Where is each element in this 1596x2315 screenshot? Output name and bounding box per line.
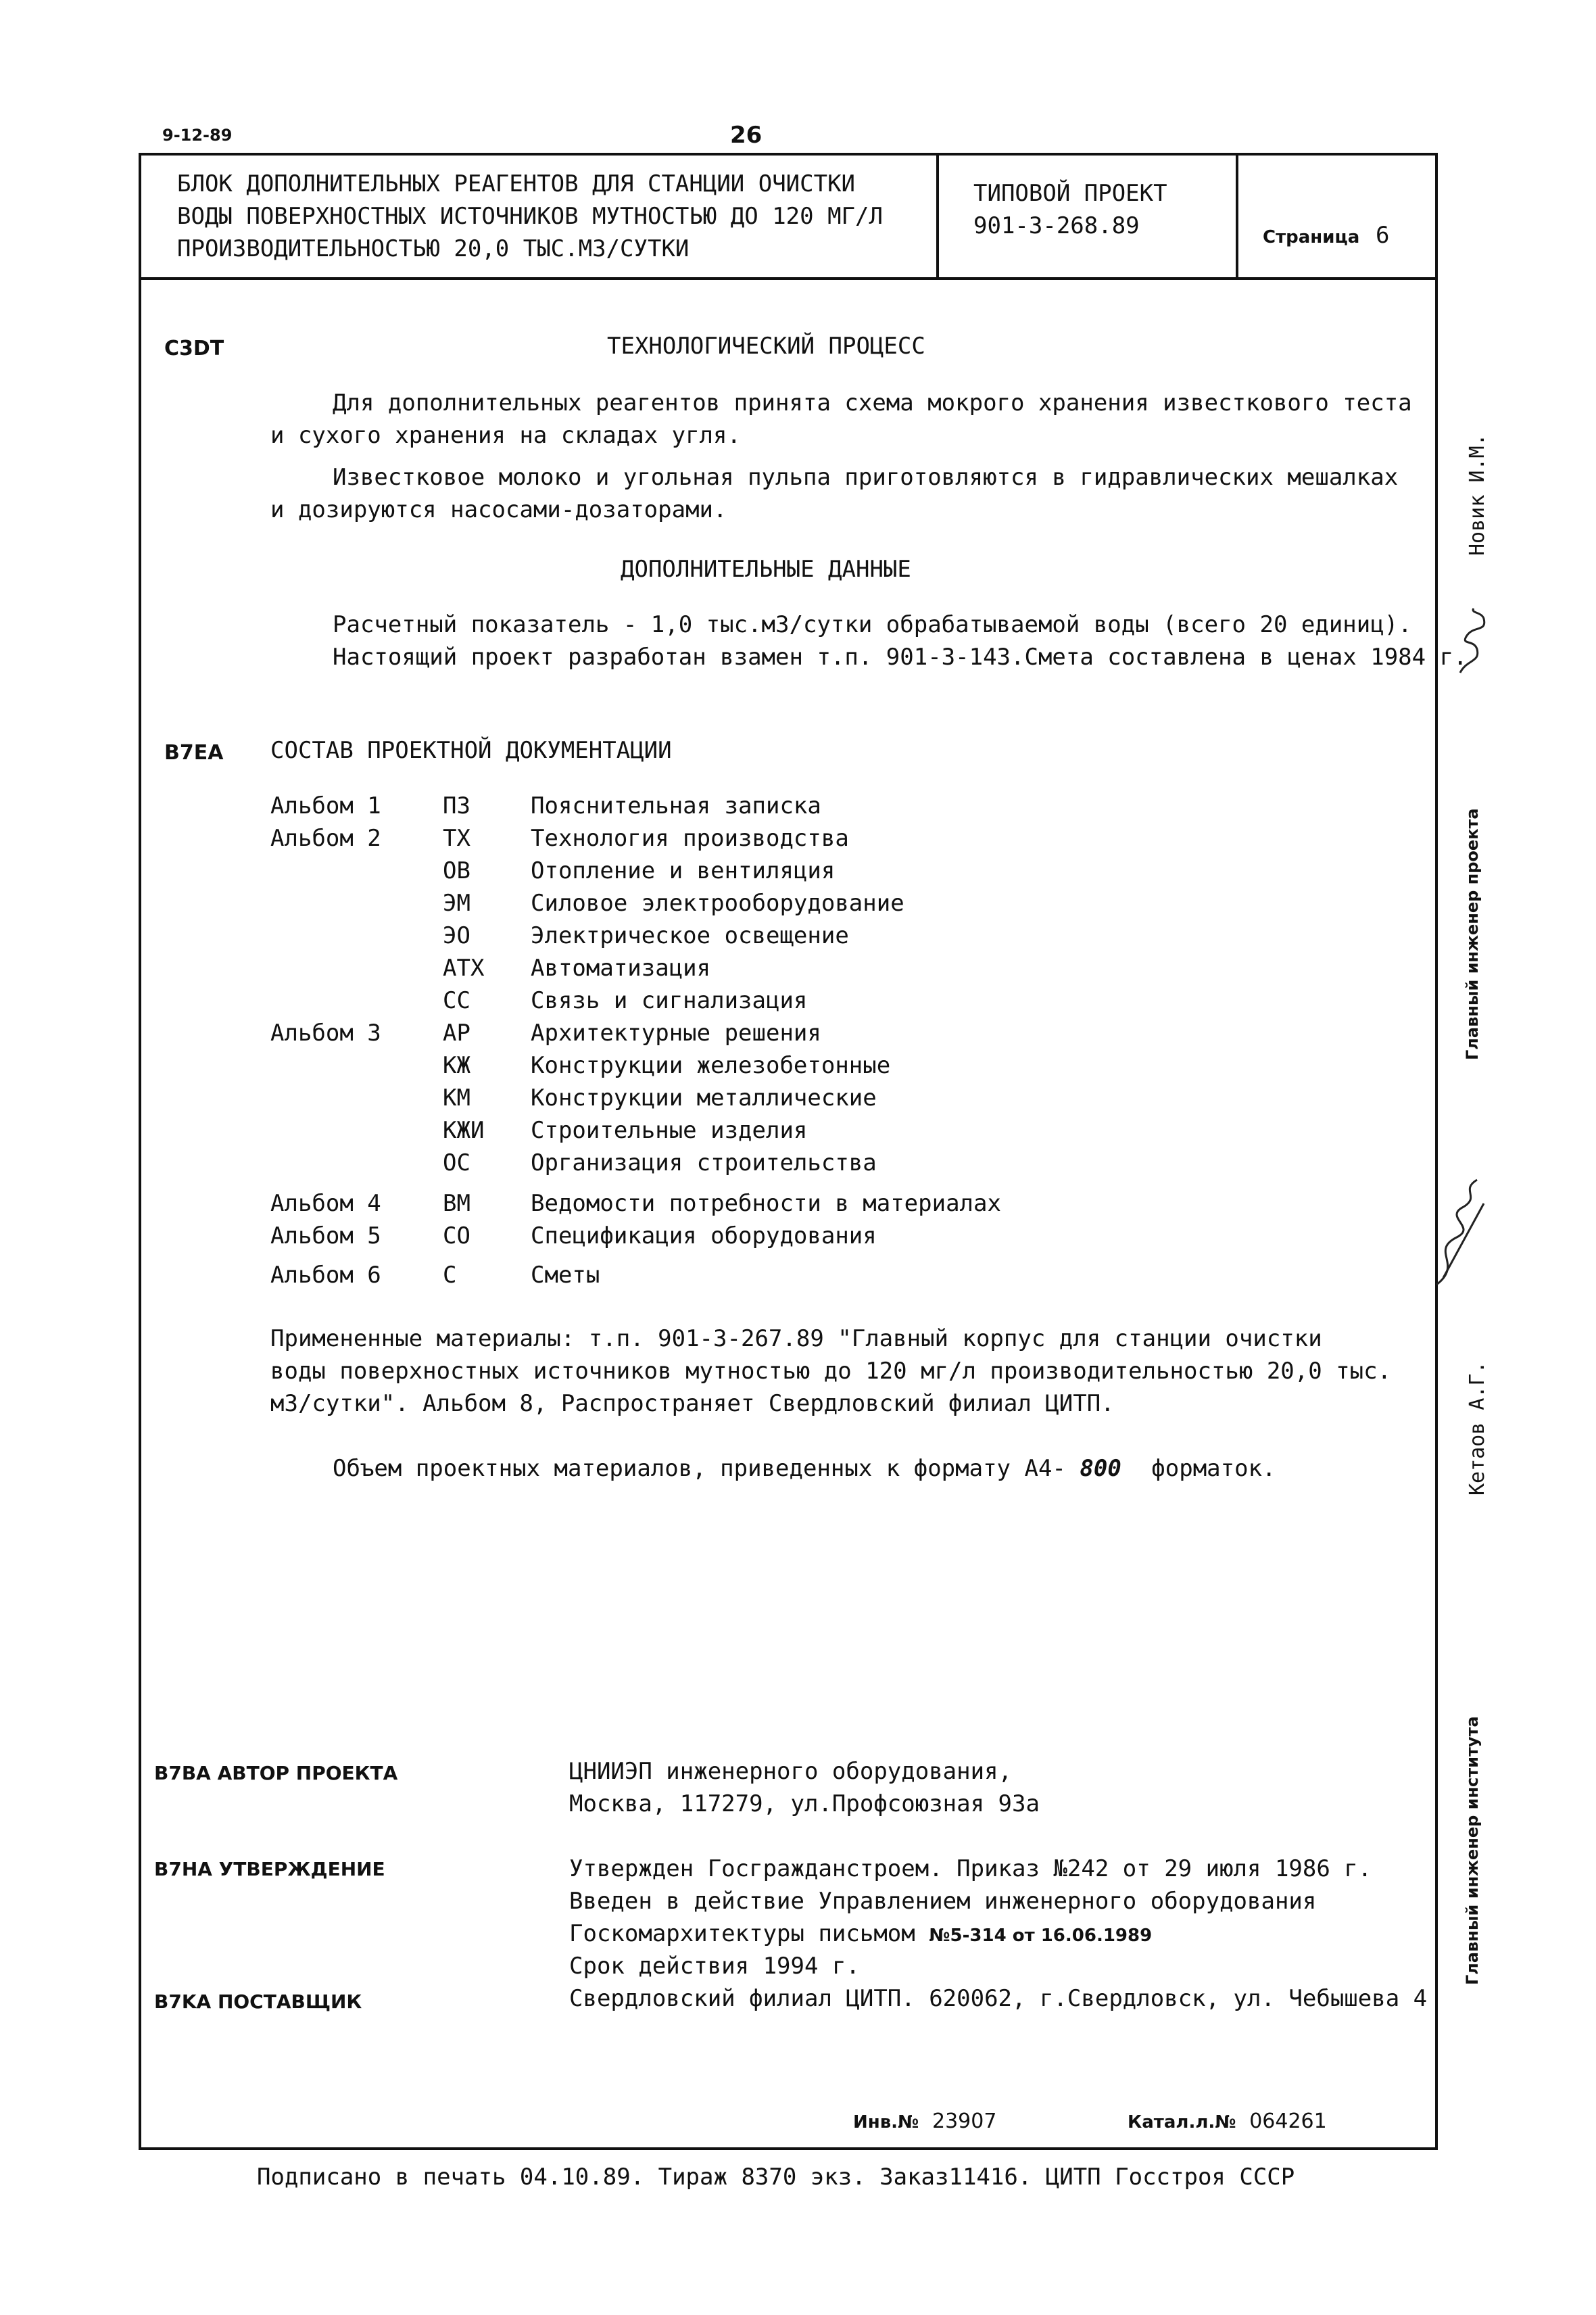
catalog xyxy=(1128,2109,1327,2133)
page-number: 26 xyxy=(730,122,763,149)
list-item xyxy=(270,1147,904,1179)
page-box xyxy=(1263,222,1389,249)
handwritten-letter-ref: №5-314 от 16.06.1989 xyxy=(929,1926,1153,1946)
list-item xyxy=(270,887,904,920)
album-label: Альбом 1 xyxy=(270,792,381,819)
album-label xyxy=(270,952,443,984)
doc-code: ТХ xyxy=(443,825,470,852)
project-box xyxy=(973,177,1167,242)
composition-code: B7EA xyxy=(164,741,224,765)
doc-code: ВМ xyxy=(443,1190,470,1217)
text-line: Для дополнительных реагентов принята схема мокрого хранения известкового теста xyxy=(333,389,1412,416)
composition-list-2 xyxy=(270,1187,1001,1291)
signature-icon xyxy=(1447,605,1501,679)
album-label xyxy=(270,984,443,1017)
doc-desc: Конструкции железобетонные xyxy=(531,1052,891,1079)
doc-code: АР xyxy=(443,1020,470,1047)
project-code: 901-3-268.89 xyxy=(973,212,1140,239)
doc-code: ЭО xyxy=(443,922,470,949)
text-line: воды поверхностных источников мутностью до 120 мг/л производительностью 20,0 тыс. xyxy=(270,1358,1392,1385)
album-label: Альбом 5 xyxy=(270,1222,381,1249)
doc-code: ОС xyxy=(443,1149,470,1176)
album-label xyxy=(270,1114,443,1147)
list-item xyxy=(270,1049,904,1082)
inventory xyxy=(853,2109,996,2133)
composition-list xyxy=(270,790,904,1179)
text-span: Госкомархитектуры письмом xyxy=(569,1920,915,1947)
text-line: Расчетный показатель - 1,0 тыс.м3/сутки обрабатываемой воды (всего 20 единиц). xyxy=(333,611,1412,638)
tech-paragraph-2 xyxy=(270,461,1398,526)
album-label xyxy=(270,1147,443,1179)
doc-desc: Организация строительства xyxy=(531,1149,877,1176)
list-item xyxy=(270,822,904,855)
list-item xyxy=(270,1187,1001,1220)
volume-line xyxy=(333,1455,1276,1482)
project-label: ТИПОВОЙ ПРОЕКТ xyxy=(973,180,1167,207)
catalog-value: 064261 xyxy=(1249,2109,1327,2133)
doc-code: ЭМ xyxy=(443,890,470,917)
doc-desc: Связь и сигнализация xyxy=(531,987,808,1014)
doc-code: КЖИ xyxy=(443,1117,485,1144)
album-label: Альбом 4 xyxy=(270,1190,381,1217)
header-divider xyxy=(139,277,1438,280)
doc-code: КМ xyxy=(443,1084,470,1112)
doc-code: СО xyxy=(443,1222,470,1249)
author-block xyxy=(569,1755,1040,1820)
supplier-label: B7KA ПОСТАВЩИК xyxy=(154,1990,362,2013)
doc-desc: Конструкции металлические xyxy=(531,1084,877,1112)
list-item xyxy=(270,920,904,952)
text-line: Введен в действие Управлением инженерного оборудования xyxy=(569,1888,1317,1915)
text-line: Настоящий проект разработан взамен т.п. 901-3-143.Смета составлена в ценах 1984 г. xyxy=(333,644,1468,671)
doc-code: ПЗ xyxy=(443,792,470,819)
signature-icon xyxy=(1423,1176,1497,1291)
signer-ketaov: Кетаов А.Г. xyxy=(1466,1361,1489,1496)
text-line xyxy=(569,1917,1372,1950)
header-title-line: ПРОИЗВОДИТЕЛЬНОСТЬЮ 20,0 ТЫС.М3/СУТКИ xyxy=(177,235,690,262)
doc-code: КЖ xyxy=(443,1052,470,1079)
header-col-divider-2 xyxy=(1236,153,1238,279)
tech-paragraph-1 xyxy=(270,387,1412,452)
list-item xyxy=(270,1017,904,1049)
album-label xyxy=(270,887,443,920)
doc-desc: Пояснительная записка xyxy=(531,792,821,819)
inventory-value: 23907 xyxy=(932,2109,997,2133)
page-label: Страница xyxy=(1263,227,1360,247)
composition-heading: СОСТАВ ПРОЕКТНОЙ ДОКУМЕНТАЦИИ xyxy=(270,737,672,764)
header-col-divider-1 xyxy=(936,153,939,279)
text-line: ЦНИИЭП инженерного оборудования, xyxy=(569,1758,1013,1785)
doc-desc: Спецификация оборудования xyxy=(531,1222,877,1249)
applied-materials xyxy=(270,1322,1391,1420)
doc-desc: Технология производства xyxy=(531,825,849,852)
doc-desc: Архитектурные решения xyxy=(531,1020,821,1047)
text-line: Примененные материалы: т.п. 901-3-267.89 "Главный корпус для станции очистки xyxy=(270,1325,1322,1352)
header-title-line: ВОДЫ ПОВЕРХНОСТНЫХ ИСТОЧНИКОВ МУТНОСТЬЮ ДО 120 МГ/Л xyxy=(177,203,883,230)
text-line: и дозируются насосами-дозаторами. xyxy=(270,496,727,523)
album-label xyxy=(270,855,443,887)
doc-code: С xyxy=(443,1262,457,1289)
tech-heading: ТЕХНОЛОГИЧЕСКИЙ ПРОЦЕСС xyxy=(607,333,925,360)
album-label xyxy=(270,1082,443,1114)
album-label xyxy=(270,1049,443,1082)
list-item xyxy=(270,1082,904,1114)
inventory-label: Инв.№ xyxy=(853,2112,919,2132)
list-item xyxy=(270,1220,1001,1252)
doc-code: АТХ xyxy=(443,955,485,982)
header-title xyxy=(177,168,883,265)
page-value: 6 xyxy=(1375,222,1390,249)
chief-institute-label: Главный инженер института xyxy=(1463,1716,1482,1985)
volume-prefix: Объем проектных материалов, приведенных к формату А4- xyxy=(333,1455,1066,1482)
text-line: Москва, 117279, ул.Профсоюзная 93а xyxy=(569,1790,1040,1817)
album-label: Альбом 3 xyxy=(270,1020,381,1047)
text-line: Известковое молоко и угольная пульпа приготовляются в гидравлических мешалках xyxy=(333,464,1399,491)
doc-desc: Строительные изделия xyxy=(531,1117,808,1144)
doc-code: ОВ xyxy=(443,857,470,884)
chief-project-label: Главный инженер проекта xyxy=(1463,808,1482,1060)
text-line: Срок действия 1994 г. xyxy=(569,1953,860,1980)
list-item xyxy=(270,1114,904,1147)
extra-data xyxy=(333,608,1468,673)
list-item xyxy=(270,984,904,1017)
album-label: Альбом 6 xyxy=(270,1262,381,1289)
doc-desc: Ведомости потребности в материалах xyxy=(531,1190,1001,1217)
album-label: Альбом 2 xyxy=(270,825,381,852)
volume-suffix: форматок. xyxy=(1151,1455,1276,1482)
approval-block xyxy=(569,1853,1372,1982)
date-label: 9-12-89 xyxy=(162,126,233,145)
doc-desc: Отопление и вентиляция xyxy=(531,857,836,884)
list-item xyxy=(270,855,904,887)
print-imprint: Подписано в печать 04.10.89. Тираж 8370 экз. Заказ11416. ЦИТП Госстроя СССР xyxy=(257,2164,1295,2191)
doc-desc: Сметы xyxy=(531,1262,600,1289)
approval-label: B7HA УТВЕРЖДЕНИЕ xyxy=(154,1858,385,1880)
signer-novik: Новик И.М. xyxy=(1466,433,1489,556)
list-item xyxy=(270,1259,1001,1291)
header-title-line: БЛОК ДОПОЛНИТЕЛЬНЫХ РЕАГЕНТОВ ДЛЯ СТАНЦИИ ОЧИСТКИ xyxy=(177,170,856,197)
volume-value: 800 xyxy=(1080,1455,1121,1482)
text-line: и сухого хранения на складах угля. xyxy=(270,422,741,449)
album-label xyxy=(270,920,443,952)
doc-desc: Автоматизация xyxy=(531,955,711,982)
author-label: B7BA АВТОР ПРОЕКТА xyxy=(154,1762,398,1784)
catalog-label: Катал.л.№ xyxy=(1128,2112,1236,2132)
list-item xyxy=(270,952,904,984)
list-item xyxy=(270,790,904,822)
doc-code: СС xyxy=(443,987,470,1014)
doc-desc: Силовое электрооборудование xyxy=(531,890,904,917)
doc-desc: Электрическое освещение xyxy=(531,922,849,949)
tech-code: C3DT xyxy=(164,337,224,360)
supplier-line: Свердловский филиал ЦИТП. 620062, г.Свердловск, ул. Чебышева 4 xyxy=(569,1985,1428,2012)
extra-heading: ДОПОЛНИТЕЛЬНЫЕ ДАННЫЕ xyxy=(621,556,911,583)
text-line: м3/сутки". Альбом 8, Распространяет Свердловский филиал ЦИТП. xyxy=(270,1390,1115,1417)
text-line: Утвержден Госгражданстроем. Приказ №242 от 29 июля 1986 г. xyxy=(569,1855,1372,1882)
